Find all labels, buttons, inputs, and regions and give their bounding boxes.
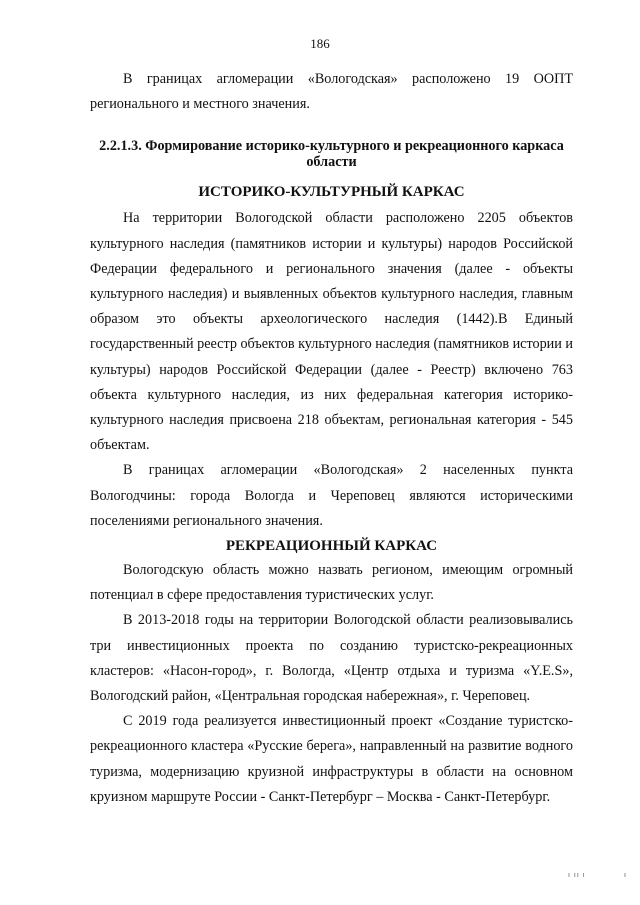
recreational-paragraph-2: В 2013-2018 годы на территории Вологодской области реализовывались три инвестиционных проекта по созданию туристско-рекреационных кластеров: «Насон-город», г. Вологда, «Центр отдыха и туризма «Y.E.S», Вологодский район, «Центральная городская набережная», г. Череповец.	[90, 612, 573, 705]
historical-paragraph-2: В границах агломерации «Вологодская» 2 населенных пункта Вологодчины: города Вологда и Череповец являются историческими поселениями регионального значения.	[90, 462, 573, 529]
recreational-paragraph-1: Вологодскую область можно назвать регионом, имеющим огромный потенциал в сфере предоставления туристических услуг.	[90, 562, 573, 604]
section-heading	[90, 138, 573, 170]
historical-framework-title: ИСТОРИКО-КУЛЬТУРНЫЙ КАРКАС	[198, 184, 465, 201]
section-heading-line-2: области	[306, 154, 357, 171]
intro-paragraph: В границах агломерации «Вологодская» расположено 19 ООПТ регионального и местного значения.	[90, 71, 573, 113]
scan-mark-left: ı ıı ı	[568, 872, 586, 879]
page-number: 186	[310, 36, 330, 51]
scan-mark-right: ı	[624, 872, 627, 879]
recreational-framework-title: РЕКРЕАЦИОННЫЙ КАРКАС	[225, 538, 438, 555]
section-heading-line-1: 2.2.1.3. Формирование историко-культурного и рекреационного каркаса	[99, 138, 564, 155]
recreational-paragraph-3: С 2019 года реализуется инвестиционный проект «Создание туристско-рекреационного кластера «Русские берега», направленный на развитие водного туризма, модернизацию круизной инфраструктуры в области на основном круизном маршруте России - Санкт-Петербург – Москва - Санкт-Петербург.	[90, 713, 573, 805]
historical-paragraph-1: На территории Вологодской области расположено 2205 объектов культурного наследия (памятников истории и культуры) народов Российской Федерации федерального и регионального значения (далее - объекты культурного наследия) и выявленных объектов культурного наследия, главным образом это объекты археологического наследия (1442).В Единый государственный реестр объектов культурного наследия (памятников истории и культуры) народов Российской Федерации (далее - Реестр) включено 763 объекта культурного наследия, из них федеральная категория историко-культурного наследия присвоена 218 объектам, региональная категория - 545 объектам.	[90, 210, 573, 454]
page-content	[90, 67, 573, 810]
